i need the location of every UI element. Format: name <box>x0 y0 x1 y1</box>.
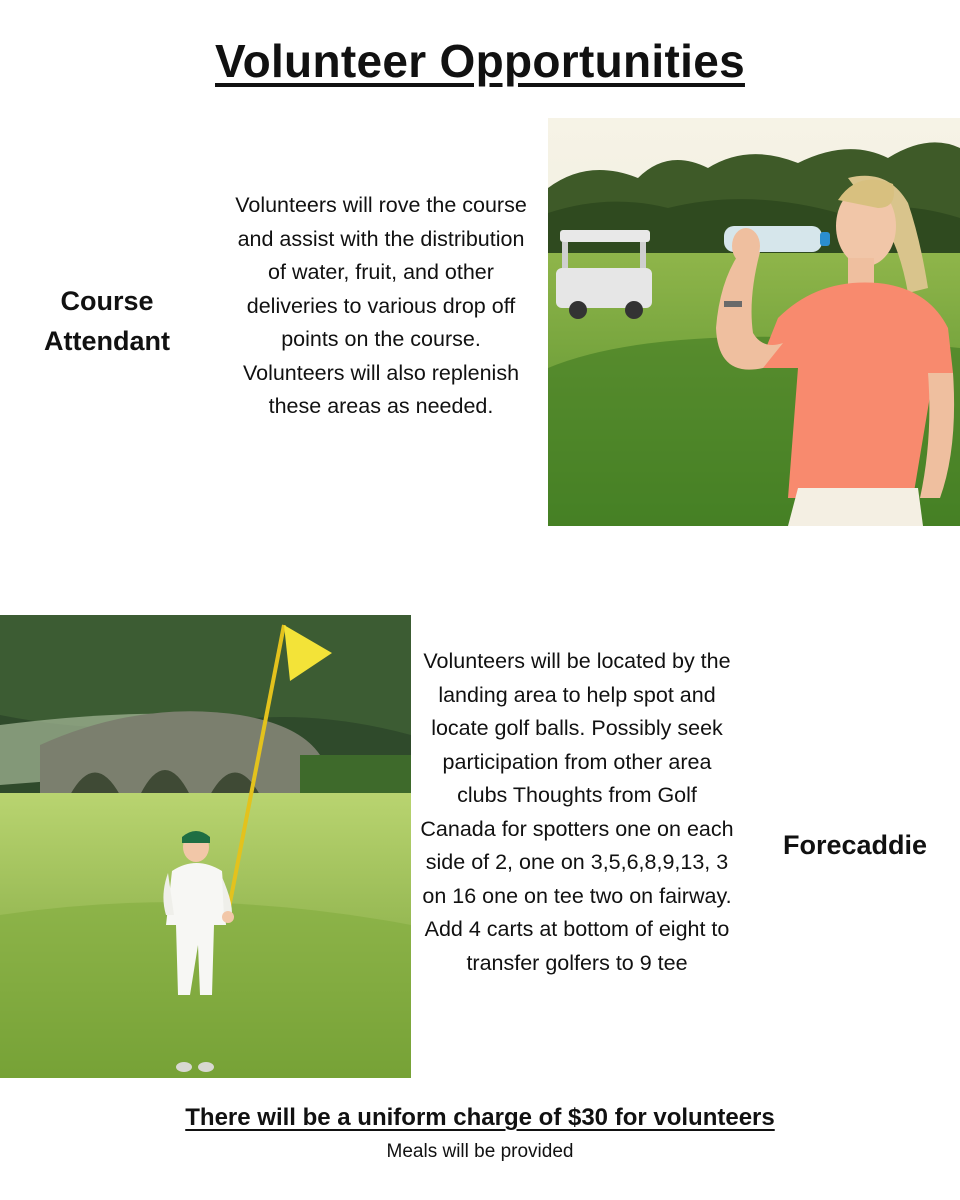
role-description-course-attendant: Volunteers will rove the course and assist with the distribution of water, fruit, and other deliveries to various drop off points on the course. Volunteers will also replenish these areas as needed. <box>235 193 527 418</box>
forecaddie-with-flag-photo <box>0 615 411 1078</box>
golfer-drinking-water-photo <box>548 118 960 526</box>
role-title-forecaddie: Forecaddie <box>782 830 928 860</box>
role-description-forecaddie: Volunteers will be located by the landing area to help spot and locate golf balls. Possibly seek participation from other area clubs Thoughts from Golf Canada for spotters one on each side of 2, one on 3,5,6,8,9,13, 3 on 16 one on tee two on fairway. Add 4 carts at bottom of eight to transfer golfers to 9 tee <box>420 649 734 975</box>
meals-note: Meals will be provided <box>386 1141 574 1162</box>
role-title-course-attendant: Course Attendant <box>44 286 170 356</box>
uniform-charge-note: There will be a uniform charge of $30 for volunteers <box>185 1104 775 1131</box>
page-title: Volunteer Opportunities <box>215 35 745 87</box>
